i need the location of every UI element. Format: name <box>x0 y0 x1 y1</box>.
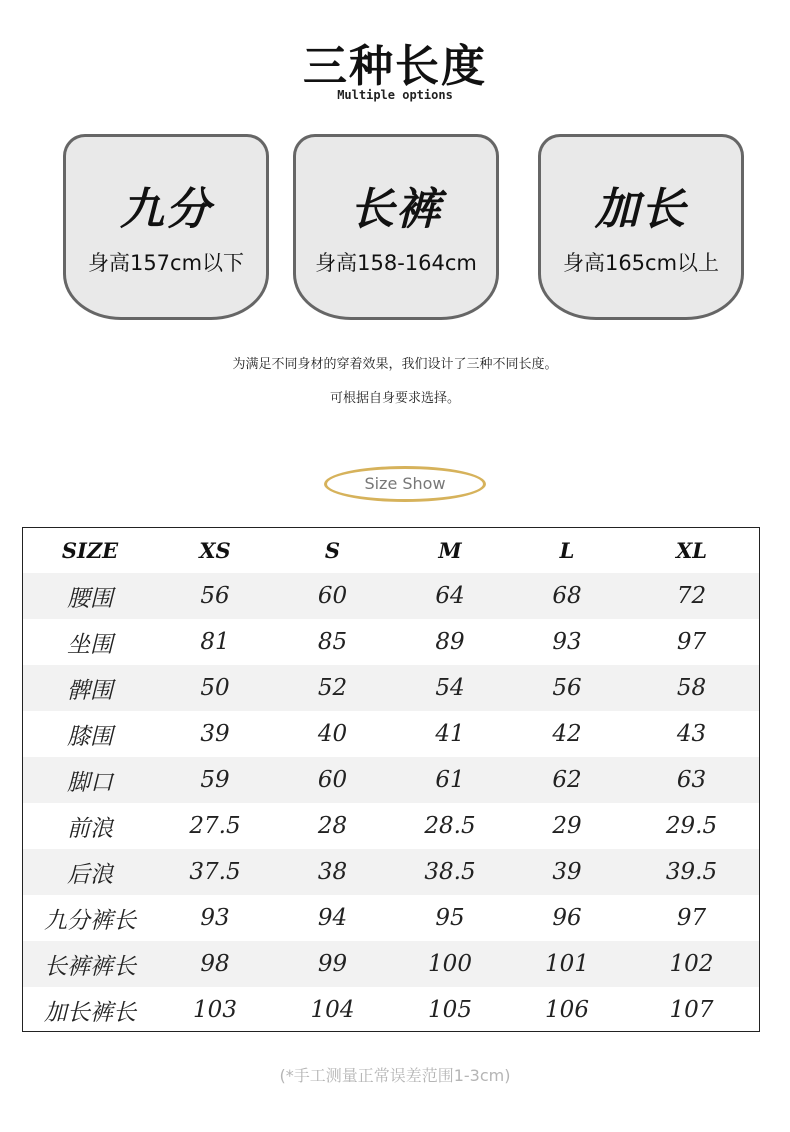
size-value-cell: 60 <box>317 767 348 793</box>
size-value-cell: 107 <box>669 997 714 1023</box>
size-value-cell: 81 <box>200 629 230 655</box>
table-row <box>23 711 759 757</box>
description-line-2: 可根据自身要求选择。 <box>329 391 460 406</box>
size-value-cell: 99 <box>317 951 348 977</box>
page-subtitle: Multiple options <box>337 88 453 102</box>
size-value-cell: L <box>559 538 575 563</box>
size-value-cell: 39 <box>552 859 582 885</box>
table-row <box>23 757 759 803</box>
size-value-cell: 54 <box>435 675 465 701</box>
row-label-cell: 脚口 <box>67 769 113 796</box>
row-label-cell: 腰围 <box>67 585 113 612</box>
row-label-cell: 加长裤长 <box>44 999 136 1026</box>
size-value-cell: 59 <box>200 767 230 793</box>
length-card-title: 加长 <box>595 184 687 235</box>
size-value-cell: S <box>324 538 341 563</box>
size-value-cell: 41 <box>435 721 465 747</box>
size-value-cell: 56 <box>200 583 230 609</box>
row-label-cell: 九分裤长 <box>44 907 136 934</box>
size-value-cell: 68 <box>552 583 582 609</box>
size-value-cell: 93 <box>552 629 582 655</box>
size-value-cell: 50 <box>200 675 230 701</box>
size-value-cell: 37.5 <box>189 859 241 885</box>
table-row <box>23 803 759 849</box>
table-row <box>23 941 759 987</box>
description-line-1: 为满足不同身材的穿着效果，我们设计了三种不同长度。 <box>232 357 558 372</box>
size-show-badge <box>324 466 486 502</box>
size-value-cell: 60 <box>317 583 348 609</box>
table-row <box>23 619 759 665</box>
length-card-title: 长裤 <box>350 184 442 235</box>
row-label-cell: 坐围 <box>67 631 113 658</box>
size-value-cell: 29.5 <box>665 813 718 839</box>
size-value-cell: 61 <box>435 767 465 793</box>
size-value-cell: 97 <box>676 629 707 655</box>
size-value-cell: 85 <box>317 629 348 655</box>
size-value-cell: M <box>438 538 462 563</box>
size-value-cell: 38.5 <box>424 859 476 885</box>
row-label-cell: 前浪 <box>67 815 113 842</box>
size-value-cell: 52 <box>317 675 348 701</box>
size-value-cell: 96 <box>552 905 582 931</box>
size-value-cell: 103 <box>193 997 237 1023</box>
table-row <box>23 895 759 941</box>
size-value-cell: 64 <box>435 583 465 609</box>
table-header-row <box>23 528 759 573</box>
size-value-cell: XS <box>199 538 231 563</box>
length-card-nine-tenths <box>63 134 269 320</box>
size-value-cell: 62 <box>552 767 582 793</box>
size-value-cell: 28.5 <box>424 813 476 839</box>
size-value-cell: 28 <box>317 813 348 839</box>
size-value-cell: 93 <box>200 905 230 931</box>
length-card-height: 身高165cm以上 <box>562 251 720 275</box>
length-card-height: 身高157cm以下 <box>87 251 245 275</box>
size-value-cell: 106 <box>545 997 589 1023</box>
row-label-cell: 髀围 <box>67 677 113 704</box>
row-label-cell: 膝围 <box>67 723 113 750</box>
size-value-cell: XL <box>675 538 708 563</box>
size-value-cell: 42 <box>552 721 582 747</box>
size-value-cell: 98 <box>200 951 230 977</box>
table-row <box>23 665 759 711</box>
row-label-cell: 长裤裤长 <box>44 953 136 980</box>
table-row <box>23 849 759 895</box>
size-value-cell: 40 <box>317 721 348 747</box>
row-label-cell: SIZE <box>61 538 119 563</box>
size-value-cell: 58 <box>676 675 707 701</box>
size-value-cell: 39 <box>200 721 230 747</box>
table-row <box>23 987 759 1033</box>
size-show-label: Size Show <box>364 474 446 493</box>
row-label-cell: 后浪 <box>67 861 113 888</box>
size-value-cell: 29 <box>552 813 582 839</box>
size-value-cell: 101 <box>545 951 589 977</box>
size-chart-table <box>22 527 760 1032</box>
measurement-footnote: (*手工测量正常误差范围1-3cm) <box>279 1066 511 1085</box>
size-value-cell: 56 <box>552 675 582 701</box>
length-card-regular <box>293 134 499 320</box>
size-value-cell: 72 <box>676 583 707 609</box>
length-card-title: 九分 <box>120 184 212 235</box>
page-title: 三种长度 <box>303 41 487 92</box>
size-value-cell: 105 <box>428 997 472 1023</box>
size-value-cell: 39.5 <box>665 859 718 885</box>
size-value-cell: 97 <box>676 905 707 931</box>
length-card-long <box>538 134 744 320</box>
table-row <box>23 573 759 619</box>
size-value-cell: 102 <box>669 951 714 977</box>
size-value-cell: 95 <box>435 905 465 931</box>
size-value-cell: 38 <box>317 859 348 885</box>
size-value-cell: 43 <box>676 721 707 747</box>
size-value-cell: 63 <box>676 767 707 793</box>
size-value-cell: 94 <box>317 905 348 931</box>
length-card-height: 身高158-164cm <box>315 251 477 275</box>
size-value-cell: 89 <box>435 629 465 655</box>
size-value-cell: 100 <box>428 951 472 977</box>
size-value-cell: 104 <box>310 997 355 1023</box>
size-value-cell: 27.5 <box>189 813 241 839</box>
